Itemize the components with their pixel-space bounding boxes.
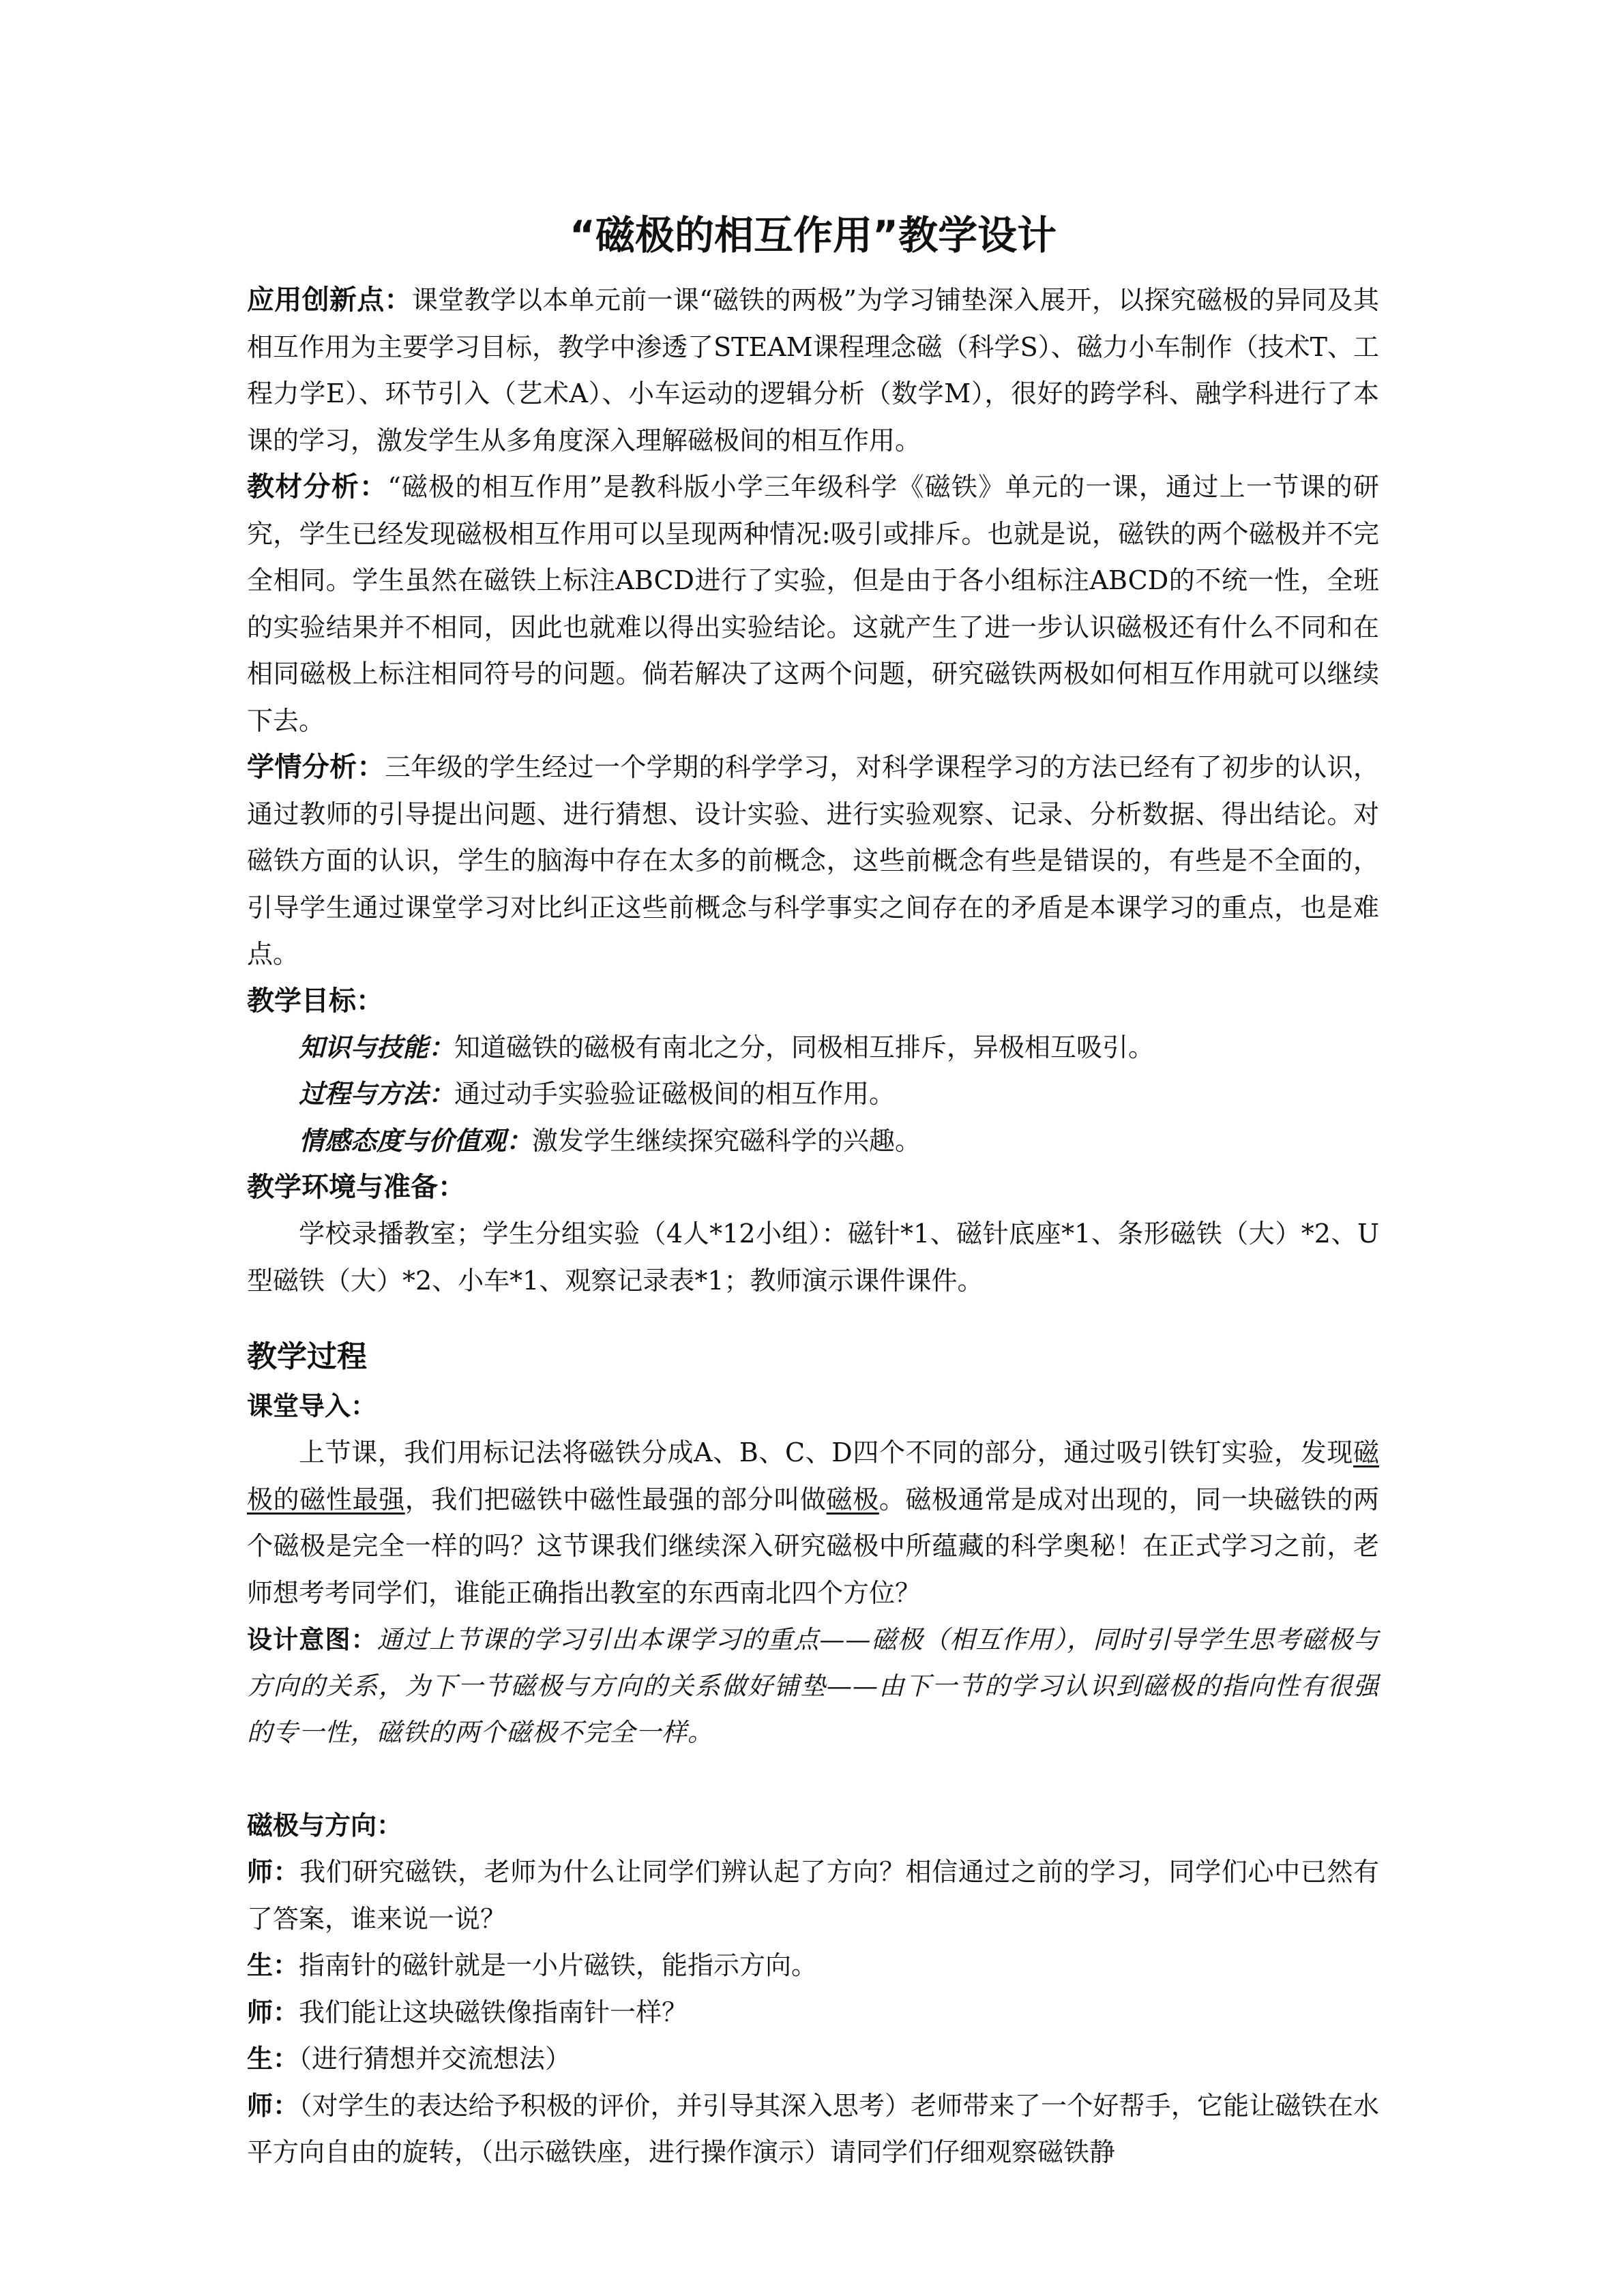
material-label: 教材分析： bbox=[247, 471, 388, 503]
dialogue-line bbox=[247, 1989, 1379, 2036]
goal-text: 激发学生继续探究磁科学的兴趣。 bbox=[532, 1125, 921, 1156]
goal-text: 通过动手实验验证磁极间的相互作用。 bbox=[454, 1079, 896, 1109]
document-body bbox=[247, 205, 1379, 2176]
intro-text-c: 。磁极通常是成对出现的，同一块磁铁的两个磁极是完全一样的吗？这节课我们继续深入研究磁极中所蕴藏的科学奥秘！在正式学习之前，老师想考考同学们，谁能正确指出教室的东西南北四个方位？ bbox=[247, 1484, 1379, 1608]
goal-label: 知识与技能： bbox=[299, 1031, 455, 1062]
spacer bbox=[247, 1304, 1379, 1331]
dialogue-text: （进行猜想并交流想法） bbox=[299, 2044, 572, 2074]
direction-heading: 磁极与方向： bbox=[247, 1810, 403, 1840]
intro-text-b: ，我们把磁铁中磁性最强的部分叫做 bbox=[404, 1484, 827, 1515]
intro-underline-1: 磁极的磁性最强 bbox=[247, 1437, 1379, 1515]
dialogue-speaker: 师： bbox=[247, 2089, 299, 2121]
process-heading: 教学过程 bbox=[247, 1339, 367, 1374]
dialogue-speaker: 生： bbox=[247, 2043, 299, 2074]
intro-heading: 课堂导入： bbox=[247, 1391, 377, 1421]
dialogue-line bbox=[247, 1849, 1379, 1942]
dialogue-text: 指南针的磁针就是一小片磁铁，能指示方向。 bbox=[299, 1950, 818, 1980]
design-intent-label: 设计意图： bbox=[247, 1624, 377, 1654]
goal-item bbox=[247, 1024, 1379, 1071]
goal-item bbox=[247, 1071, 1379, 1118]
dialogue-speaker: 师： bbox=[247, 1856, 300, 1887]
intro-underline-2: 磁极 bbox=[826, 1484, 879, 1515]
dialogue-text: 我们研究磁铁，老师为什么让同学们辨认起了方向？相信通过之前的学习，同学们心中已然有了答案，谁来说一说？ bbox=[247, 1857, 1379, 1934]
learner-paragraph bbox=[247, 744, 1379, 978]
design-intent-paragraph bbox=[247, 1616, 1379, 1756]
dialogue-speaker: 师： bbox=[247, 1996, 299, 2027]
material-paragraph bbox=[247, 464, 1379, 744]
dialogue-speaker: 生： bbox=[247, 1950, 299, 1980]
dialogue-line bbox=[247, 2036, 1379, 2083]
goal-label: 过程与方法： bbox=[299, 1078, 455, 1109]
dialogue-text: （对学生的表达给予积极的评价，并引导其深入思考）老师带来了一个好帮手，它能让磁铁在水平方向自由的旋转，（出示磁铁座，进行操作演示）请同学们仔细观察磁铁静 bbox=[247, 2090, 1379, 2167]
intro-paragraph bbox=[247, 1429, 1379, 1616]
environment-heading: 教学环境与准备： bbox=[247, 1172, 465, 1203]
intro-text-a: 上节课，我们用标记法将磁铁分成A、B、C、D四个不同的部分，通过吸引铁钉实验，发现 bbox=[299, 1437, 1353, 1467]
learner-text: 三年级的学生经过一个学期的科学学习，对科学课程学习的方法已经有了初步的认识，通过教师的引导提出问题、进行猜想、设计实验、进行实验观察、记录、分析数据、得出结论。对磁铁方面的认识，学生的脑海中存在太多的前概念，这些前概念有些是错误的，有些是不全面的，引导学生通过课堂学习对比纠正这些前概念与科学事实之间存在的矛盾是本课学习的重点，也是难点。 bbox=[247, 752, 1379, 969]
innovation-paragraph bbox=[247, 277, 1379, 464]
innovation-label: 应用创新点： bbox=[247, 284, 412, 316]
dialogue-text: 我们能让这块磁铁像指南针一样？ bbox=[299, 1997, 688, 2027]
goal-label: 情感态度与价值观： bbox=[299, 1124, 533, 1156]
dialogue-line bbox=[247, 1942, 1379, 1989]
page-title: “磁极的相互作用”教学设计 bbox=[569, 212, 1057, 258]
dialogue-line bbox=[247, 2083, 1379, 2176]
design-intent-text: 通过上节课的学习引出本课学习的重点——磁极（相互作用），同时引导学生思考磁极与方向的关系，为下一节磁极与方向的关系做好铺垫——由下一节的学习认识到磁极的指向性有很强的专一性，磁铁的两个磁极不完全一样。 bbox=[247, 1625, 1380, 1747]
goal-item bbox=[247, 1118, 1379, 1165]
innovation-text: 课堂教学以本单元前一课“磁铁的两极”为学习铺垫深入展开，以探究磁极的异同及其相互作用为主要学习目标，教学中渗透了STEAM课程理念磁（科学S）、磁力小车制作（技术T、工程力学E）、环节引入（艺术A）、小车运动的逻辑分析（数学M），很好的跨学科、融学科进行了本课的学习，激发学生从多角度深入理解磁极间的相互作用。 bbox=[247, 285, 1380, 456]
goal-text: 知道磁铁的磁极有南北之分，同极相互排斥，异极相互吸引。 bbox=[454, 1032, 1155, 1062]
spacer bbox=[247, 1756, 1379, 1802]
material-text: “磁极的相互作用”是教科版小学三年级科学《磁铁》单元的一课，通过上一节课的研究，学生已经发现磁极相互作用可以呈现两种情况:吸引或排斥。也就是说，磁铁的两个磁极并不完全相同。学生虽然在磁铁上标注ABCD进行了实验，但是由于各小组标注ABCD的不统一性，全班的实验结果并不相同，因此也就难以得出实验结论。这就产生了进一步认识磁极还有什么不同和在相同磁极上标注相同符号的问题。倘若解决了这两个问题，研究磁铁两极如何相互作用就可以继续下去。 bbox=[247, 472, 1379, 736]
environment-text: 学校录播教室；学生分组实验（4人*12小组）：磁针*1、磁针底座*1、条形磁铁（大）*2、U型磁铁（大）*2、小车*1、观察记录表*1；教师演示课件课件。 bbox=[247, 1219, 1379, 1296]
goals-heading: 教学目标： bbox=[247, 985, 383, 1017]
learner-label: 学情分析： bbox=[247, 751, 385, 783]
